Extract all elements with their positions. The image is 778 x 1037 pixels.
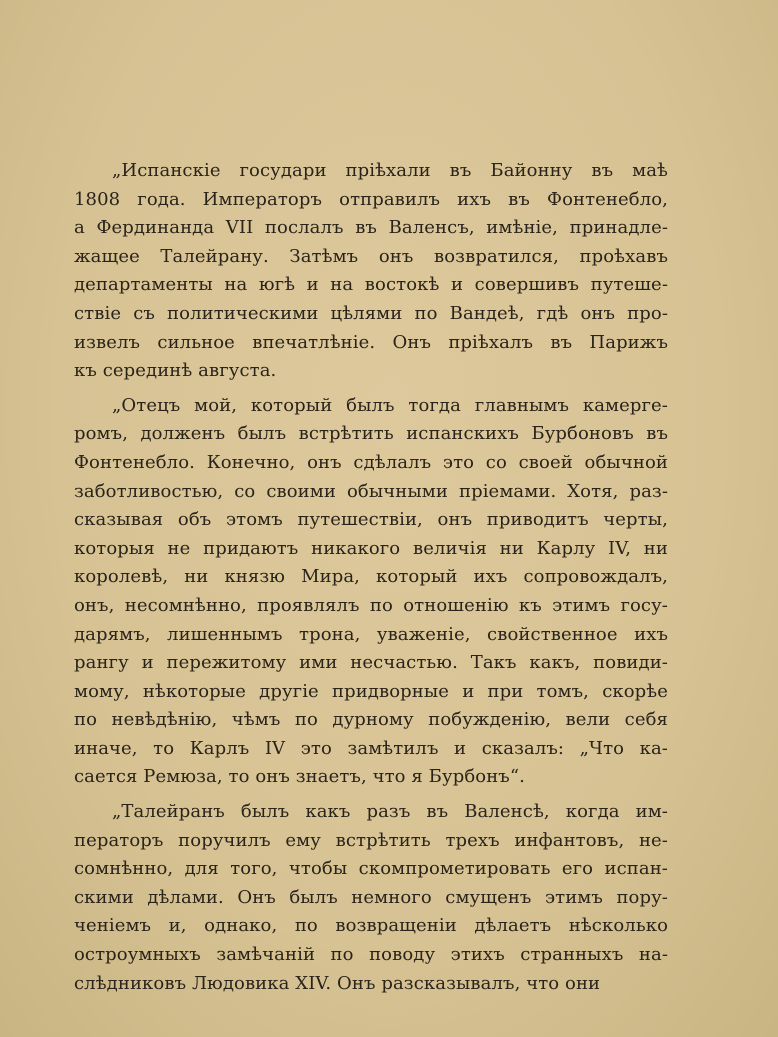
text-line: ченіемъ и, однако, по возвращеніи дѣлаетъ нѣсколько <box>74 915 668 937</box>
text-line: которыя не придаютъ никакого величія ни Карлу IV, ни <box>74 537 668 559</box>
text-line: королевѣ, ни князю Мира, который ихъ сопровождалъ, <box>74 566 668 588</box>
text-line: „Отецъ мой, который былъ тогда главнымъ камерге- <box>112 394 668 416</box>
text-line: Фонтенебло. Конечно, онъ сдѣлалъ это со своей обычной <box>74 451 668 473</box>
text-line: иначе, то Карлъ IV это замѣтилъ и сказалъ: „Что ка- <box>74 737 668 759</box>
text-line: „Талейранъ былъ какъ разъ въ Валенсѣ, когда им- <box>112 801 668 823</box>
paragraph <box>74 157 668 386</box>
text-line: извелъ сильное впечатлѣніе. Онъ пріѣхалъ въ Парижъ <box>74 331 668 353</box>
text-line: „Испанскіе государи пріѣхали въ Байонну въ маѣ <box>112 160 668 181</box>
text-line: ромъ, долженъ былъ встрѣтить испанскихъ Бурбоновъ въ <box>74 423 668 445</box>
text-line: мому, нѣкоторые другіе придворные и при томъ, скорѣе <box>74 680 668 702</box>
text-line: сказывая объ этомъ путешествіи, онъ приводитъ черты, <box>74 509 668 531</box>
text-line: дарямъ, лишеннымъ трона, уваженіе, свойственное ихъ <box>74 623 668 645</box>
text-line: слѣдниковъ Людовика XIV. Онъ разсказывалъ, что они <box>74 972 601 994</box>
text-line: жащее Талейрану. Затѣмъ онъ возвратился, проѣхавъ <box>74 245 668 267</box>
text-line: сомнѣнно, для того, чтобы скомпрометировать его испан- <box>74 858 668 880</box>
page-text <box>74 157 668 998</box>
text-line: ператоръ поручилъ ему встрѣтить трехъ инфантовъ, не- <box>74 829 668 851</box>
text-line: департаменты на югѣ и на востокѣ и совершивъ путеше- <box>74 274 668 296</box>
text-line: скими дѣлами. Онъ былъ немного смущенъ этимъ пору- <box>74 886 668 908</box>
text-line: заботливостью, со своими обычными пріемами. Хотя, раз- <box>74 480 668 502</box>
text-line: а Фердинанда VII послалъ въ Валенсъ, имѣніе, принадле- <box>74 217 668 239</box>
text-line: къ серединѣ августа. <box>74 360 277 382</box>
text-line: 1808 года. Императоръ отправилъ ихъ въ Фонтенебло, <box>74 188 668 210</box>
text-line: ствіе съ политическими цѣлями по Вандеѣ, гдѣ онъ про- <box>74 302 668 324</box>
text-line: онъ, несомнѣнно, проявлялъ по отношенію къ этимъ госу- <box>74 594 668 616</box>
text-line: по невѣдѣнію, чѣмъ по дурному побужденію, вели себя <box>74 709 668 731</box>
text-line: остроумныхъ замѣчаній по поводу этихъ странныхъ на- <box>74 944 668 966</box>
text-line: рангу и пережитому ими несчастью. Такъ какъ, повиди- <box>74 652 668 674</box>
paragraph <box>74 392 668 792</box>
text-line: сается Ремюза, то онъ знаетъ, что я Бурбонъ“. <box>74 766 525 788</box>
paragraph <box>74 798 668 998</box>
